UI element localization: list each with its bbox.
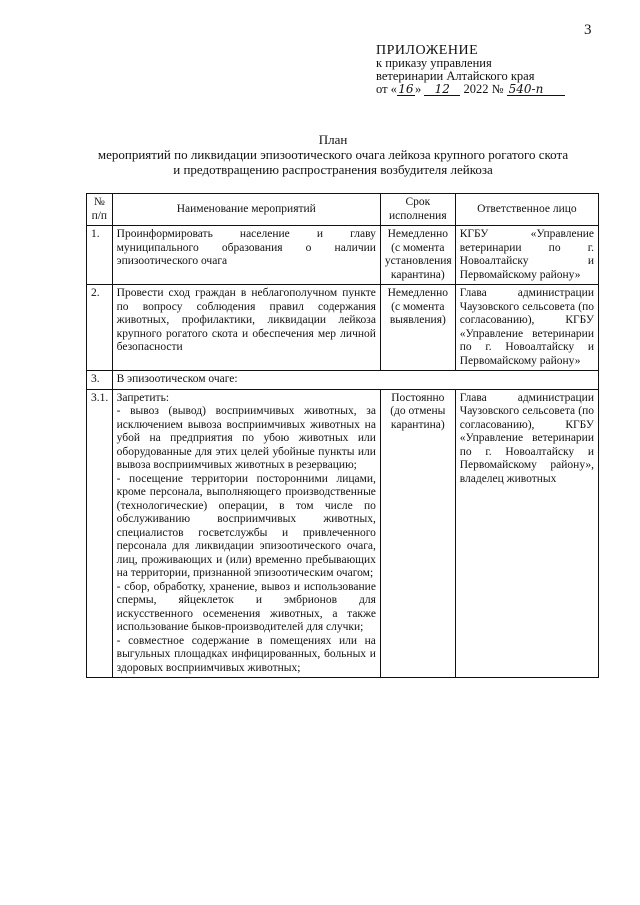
row-num: 1. <box>87 226 113 285</box>
heading-line-1: План <box>318 132 348 147</box>
row-resp: Глава администрации Чаузовского сельсовета (по согласованию), КГБУ «Управление ветеринарии по г. Новоалтайску и Первомайскому району» <box>455 285 598 371</box>
row-name-item: - посещение территории посторонними лицами, кроме персонала, выполняющего производственные (технологические) операции, в том числе по обслуживанию восприимчивых животных, специалистов госветслужбы и привлеченного персонала для ликвидации эпизоотического очага, лиц, проживающих и (или) временно пребывающих на территории, признанной эпизоотическим очагом; <box>116 472 376 579</box>
plan-table <box>86 193 599 678</box>
appendix-block <box>376 44 626 96</box>
table-row <box>87 389 599 678</box>
order-mid-1: » <box>414 82 422 96</box>
row-name <box>112 389 380 678</box>
heading-line-2: мероприятий по ликвидации эпизоотического очага лейкоза крупного рогатого скота <box>97 147 569 162</box>
row-resp: Глава администрации Чаузовского сельсовета (по согласованию), КГБУ «Управление ветеринарии по г. Новоалтайску и Первомайскому району», владелец животных <box>455 389 598 678</box>
page-number: 3 <box>584 22 592 38</box>
row-name-item: - вывоз (вывод) восприимчивых животных, за исключением вывоза восприимчивых животных на убой на предприятия по убою животных или оборудованные для этих целей убойные пункты или вывоза восприимчивых животных в резервацию; <box>116 405 376 471</box>
row-name-title: Запретить: <box>116 391 170 404</box>
row-num: 3. <box>87 371 113 390</box>
order-number: 540-п <box>507 83 565 96</box>
row-name: Проинформировать население и главу муниципального образования о наличии эпизоотического очага <box>112 226 380 285</box>
table-row <box>87 285 599 371</box>
document-heading <box>40 132 626 177</box>
header-name: Наименование мероприятий <box>112 194 380 226</box>
table-header-row <box>87 194 599 226</box>
row-term: Постоянно (до отмены карантина) <box>380 389 455 678</box>
header-num: № п/п <box>87 194 113 226</box>
row-num: 3.1. <box>87 389 113 678</box>
row-num: 2. <box>87 285 113 371</box>
row-name: Провести сход граждан в неблагополучном пункте по вопросу соблюдения правил содержания животных, профилактики, ликвидации лейкоза крупного рогатого скота и обеспечения мер личной безопасности <box>112 285 380 371</box>
row-name-item: - совместное содержание в помещениях или на выгульных площадках инфицированных, больных и здоровых восприимчивых животных; <box>116 634 376 674</box>
order-month: 12 <box>424 83 460 96</box>
row-term: Немедленно (с момента выявления) <box>380 285 455 371</box>
row-term: Немедленно (с момента установления карантина) <box>380 226 455 285</box>
row-resp: КГБУ «Управление ветеринарии по г. Новоалтайску и Первомайскому району» <box>455 226 598 285</box>
appendix-line-3: ветеринарии Алтайского края <box>376 69 535 83</box>
row-name-item: - сбор, обработку, хранение, вывоз и использование спермы, яйцеклеток и эмбрионов для искусственного осеменения животных, а также использование быков-производителей для случки; <box>116 580 376 633</box>
table-row <box>87 371 599 390</box>
heading-line-3: и предотвращению распространения возбудителя лейкоза <box>173 162 493 177</box>
appendix-line-2: к приказу управления <box>376 56 492 70</box>
order-day: 16 <box>398 82 414 96</box>
appendix-title: ПРИЛОЖЕНИЕ <box>376 43 479 58</box>
table-row <box>87 226 599 285</box>
header-term: Срок исполнения <box>380 194 455 226</box>
order-line <box>376 83 626 96</box>
row-section-title: В эпизоотическом очаге: <box>112 371 598 390</box>
order-prefix: от « <box>376 82 397 96</box>
header-resp: Ответственное лицо <box>455 194 598 226</box>
order-mid-2: 2022 № <box>463 82 504 96</box>
